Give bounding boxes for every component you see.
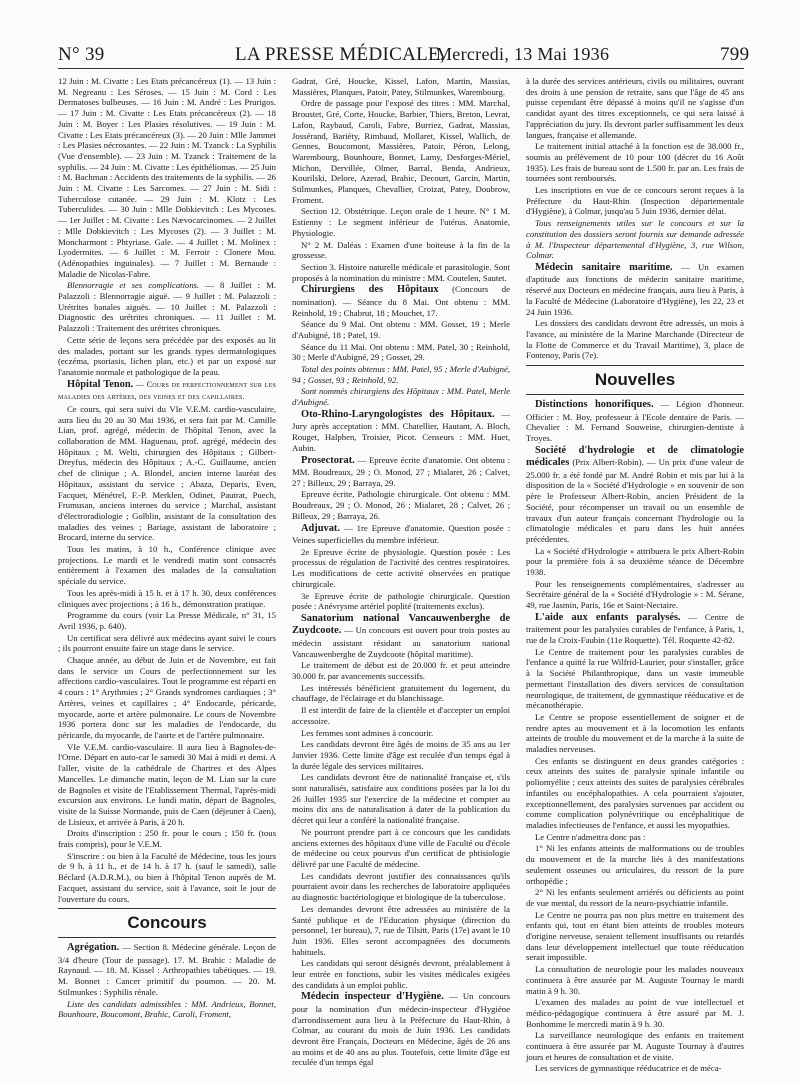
- paragraph: Liste des candidats admissibles : MM. Andrieux, Bonnet, Bounhoure, Boucomont, Brahic, Caroli, Froment,: [58, 998, 276, 1020]
- paragraph: 12 Juin : M. Civatte : Les Etats précancéreux (1). — 13 Juin : M. Negreanu : Les Séroses. — 15 Juin : M. Cord : Les Dermatoses bulbeuses. — 16 Juin : M. André : Les Prurigos. — 17 Juin : M. Civatte : Les Etats précancéreux (2). — 18 Juin : M. Boyer : Les Plasies résolutives. — 19 Juin : M. Civatte : Les Etats précancéreux (3). — 20 Juin : Mlle Jammet : Les Plasies nécrosantes. — 22 Juin : M. Tzanck : La Syphilis (Vue d'ensemble). — 23 Juin : M. Tzanck : Traitement de la syphilis. — 24 Juin : M. Civatte : Les épithéliomas. — 25 Juin : M. Bachman : Accidents des traitements de la syphilis. — 26 Juin : M. Civatte : Les Sarcomes. — 27 Juin : M. Sidi : Tuberculose cutanée. — 29 Juin : M. Klotz : Les Tuberculides. — 30 Juin : Mlle Dobkievitch : Les Mycoses. — 1er Juillet : M. Civatte : Les Nævocarcinomes. — 2 Juillet : Mlle Dobkievitch : Les Mycoses (2). — 3 Juillet : M. Moncharmont : Phtyriase. Gale. — 4 Juillet : M. Molinex : Lyodermites. — 6 Juillet : M. Ferroir : Clonere Mou. (Adénopathies inguinales). — 7 Juillet : M. Bernaude : Maladie de Nicolas-Fabre.: [58, 76, 276, 279]
- paragraph: Chaque année, au début de Juin et de Novembre, est fait dans le service un Cours de perfectionnement sur les affections cardio-vasculaires. Tout le programme est réparti en 4 cours : 1° Arythmies ; 2° Grands syndromes cardiaques ; 3° Artères, veines et capillaires ; 4° Endocarde, péricarde, myocarde, aorte et artère pulmonaire. Le cours de Novembre 1936 portera donc sur les maladies de l'endocarde, du péricarde, du myocarde, de l'aorte et de l'artère pulmonaire.: [58, 655, 276, 740]
- paragraph-text: (Concours de nomination). — Séance du 8 Mai. Ont obtenu : MM. Reinhold, 19 ; Chabrut, 18 ; Mouchet, 17.: [292, 284, 510, 318]
- paragraph-text: — Légion d'honneur. Officier : M. Boy, professeur à l'Ecole dentaire de Paris. — Chevalier : M. Fernand Souweine, chirurgien-dentiste à Troyes.: [526, 399, 744, 443]
- issue-date: Mercredi, 13 Mai 1936: [436, 44, 610, 64]
- paragraph: La « Société d'Hydrologie » attribuera le prix Albert-Robin pour la première fois à sa deuxième séance de Décembre 1938.: [526, 545, 744, 578]
- paragraph: La consultation de neurologie pour les malades nouveaux continuera à être assurée par M. Auguste Tournay le mardi matin à 9 h. 30.: [526, 964, 744, 996]
- paragraph: Cette série de leçons sera précédée par des exposés au lit des malades, portant sur les grands types dermatologiques (eczéma, psoriasis, lichen plan, etc.) et par un exposé sur l'anatomie normale et pathologique de la peau.: [58, 334, 276, 377]
- paragraph: Les candidats devront être âgés de moins de 35 ans au 1er Janvier 1936. Cette limite d'âge est reculée d'un temps égal à la durée légale des services militaires.: [292, 739, 510, 771]
- paragraph-text: — Epreuve écrite d'anatomie. Ont obtenu : MM. Boudreaux, 29 ; O. Monod, 27 ; Mialaret, 26 ; Calvet, 27 ; Billeux, 29 ; Barraya, 29.: [292, 454, 511, 488]
- paragraph: Les candidats qui seront désignés devront, préalablement à leur entrée en fonctions, subir les visites médicales exigées des candidats à un emploi public.: [292, 958, 510, 990]
- paragraph-text: — 1re Epreuve d'anatomie. Question posée : Veines superficielles du membre inférieur.: [292, 522, 511, 546]
- paragraph: Les services de gymnastique rééducatrice et de méca-: [535, 1063, 722, 1074]
- paragraph: Les demandes devront être adressées au ministère de la Santé publique et de l'Education physique (direction du personnel, 1er bureau), 7, rue de Tilsitt, Paris (17e) avant le 10 Juin 1936. Elles seront accompagnées des documents habituels.: [292, 903, 510, 957]
- paragraph: Gadrat, Gré, Houcke, Kissel, Lafon, Martin, Massias, Massières, Planques, Patoir, Patey, Stilmunkes, Warembourg.: [292, 76, 510, 97]
- paragraph: Les femmes sont admises à concourir.: [301, 727, 434, 738]
- paragraph: [526, 262, 744, 317]
- paragraph: Les dossiers des candidats devront être adressés, un mois à l'avance, au ministère de la Marine Marchande (Directeur de la Flotte de Commerce et du Travail Maritime), 3, place de Fontenoy, Paris (7e).: [526, 318, 744, 361]
- paragraph: [526, 612, 744, 646]
- paragraph: Ces enfants se distinguent en deux grandes catégories : ceux atteints des suites de paralysie spinale infantile ou poliomyélite ; ceux atteints des suites de paralysies cérébrales infantiles ou encéphalopathies. A cela pourraient s'ajouter, exceptionnellement, des paralysies survenues par accident ou comme complication polynévritique ou encéphalitique de maladies infectieuses de l'enfance, et aussi les myopathies.: [526, 755, 744, 830]
- paragraph: VIe V.E.M. cardio-vasculaire. Il aura lieu à Bagnoles-de-l'Orne. Départ en auto-car le samedi 30 Mai à midi et demi. A l'aller, visite de la cathédrale de Chartres et des Alpes Mancelles. Le dimanche matin, leçon de M. Lian sur la cure de Bagnoles et visite de l'Etablissement Thermal, l'après-midi excursion aux environs. Le lundi matin, départ de Bagnoles, visite de la Suisse Normande, puis de Caen (déjeuner à Caen), de Lisieux, et arrivée à Paris, à 20 h.: [58, 741, 276, 827]
- paragraph: Il est interdit de faire de la clientèle et d'accepter un emploi accessoire.: [292, 705, 510, 726]
- paragraph: Le Centre de traitement pour les paralysies curables de l'enfance a quitté la rue Wilfrid-Laurier, pour s'installer, grâce à la Société Philanthropique, dans un vaste immeuble permettant l'installation des divers services de consultation neurologique, de traitement, de gymnastique rééducative et de mécanothérapie.: [526, 646, 744, 711]
- paragraph: Séance du 11 Mai. Ont obtenu : MM. Patel, 30 ; Reinhold, 30 ; Merle d'Aubigné, 29 ; Gosset, 29.: [292, 341, 510, 363]
- paragraph: Section 12. Obstétrique. Leçon orale de 1 heure. N° 1 M. Estienny : Le segment inférieur de l'utérus. Anatomie, Physiologie.: [292, 206, 510, 238]
- paragraph: La surveillance neurologique des enfants en traitement continuera à être assurée par M. Auguste Tournay à d'autres jours et heures de consultation et de visite.: [526, 1030, 744, 1062]
- paragraph: N° 2 M. Daléas : Examen d'une boiteuse à la fin de la grossesse.: [292, 239, 510, 261]
- section-heading-nouvelles: Nouvelles: [526, 365, 744, 395]
- paragraph: Séance du 9 Mai. Ont obtenu : MM. Gosset, 19 ; Merle d'Aubigné, 18 ; Patel, 19.: [292, 319, 510, 340]
- paragraph: Section 3. Histoire naturelle médicale et parasitologie. Sont proposés à la nomination du ministre : MM. Coutelen, Sautet.: [292, 261, 510, 283]
- paragraph-text: — Un concours pour la nomination d'un médecin-inspecteur d'Hygiène d'arrondissement aura lieu à la Préfecture du Haut-Rhin, à Colmar, au courant du mois de Juin 1936. Les candidats devront être Français, Docteurs en Médecine, âgés de 26 ans au moins et de 40 ans au plus. Toutefois, cette limite d'âge est reculée d'un temps égal: [292, 991, 510, 1068]
- paragraph: Droits d'inscription : 250 fr. pour le cours ; 150 fr. (tous frais compris), pour le V.E.M.: [58, 828, 276, 850]
- section-title: Médecin sanitaire maritime.: [535, 261, 673, 273]
- paragraph: [292, 613, 510, 659]
- paragraph: Epreuve écrite, Pathologie chirurgicale. Ont obtenu : MM. Boudreaux, 29 ; O. Monod, 26 ; Mialaret, 28 ; Calvet, 26 ; Billeux, 29 ; Barraya, 26.: [292, 489, 510, 521]
- paragraph: Pour les renseignements complémentaires, s'adresser au Secrétaire général de la « Société d'Hydrologie » : M. Sérane, 49, rue Jasmin, Paris, 16e et Saint-Nectaire.: [526, 578, 744, 611]
- paragraph: 1° Ni les enfants atteints de malformations ou de troubles du mouvement et de la marche liés à des manifestations seulement osseuses ou articulaires, du ressort de la pure orthopédie ;: [526, 843, 744, 886]
- paragraph: [292, 991, 510, 1068]
- paragraph: [292, 284, 510, 318]
- paragraph: S'inscrire : ou bien à la Faculté de Médecine, tous les jours de 9 h. à 11 h., et de 14 h. à 17 h. (sauf le samedi), salle Béclard (A.D.R.M.), ou bien à l'hôpital Tenon auprès de M. Facquet, assistant du service, soit à l'avance, soit le jour de l'ouverture du cours.: [58, 850, 276, 904]
- paragraph: Le Centre n'admettra donc pas :: [535, 831, 646, 842]
- paragraph: Les candidats devront être de nationalité française et, s'ils sont naturalisés, satisfaire aux conditions posées par la loi du 26 Juillet 1935 sur l'exercice de la médecine et compter au moins dix ans de naturalisation à dater de la publication du décret qui leur a conféré la nationalité française.: [292, 772, 510, 826]
- paragraph-text: (Prix Albert-Robin). — Un prix d'une valeur de 25.000 fr. a été fondé par M. André Robin et mis par lui à la disposition de la « Société d'Hydrologie » en souvenir de son père le Professeur Albert-Robin, ancien Président de la Société, pour récompenser un travail ou un ensemble de travaux d'un auteur français concernant l'hydrologie ou la climatologie médicales et paru dans les huit années précédentes.: [526, 457, 744, 544]
- paragraph: [526, 445, 744, 545]
- section-title: Médecin inspecteur d'Hygiène.: [301, 991, 444, 1003]
- paragraph: Le Centre se propose essentiellement de soigner et de rendre aptes au mouvement et à la locomotion les enfants atteints de trouble du mouvement et de la marche à la suite de maladies nerveuses.: [526, 711, 744, 755]
- paragraph: Tous les matins, à 10 h., Conférence clinique avec projections. Le mardi et le vendredi matin sont consacrés entièrement à l'examen des malades de la consultation spéciale du service.: [58, 544, 276, 587]
- column-2: [292, 76, 510, 1069]
- paragraph: [292, 409, 510, 454]
- page-number: 799: [720, 44, 750, 65]
- section-title: L'aide aux enfants paralysés.: [535, 611, 681, 623]
- paragraph: 2e Epreuve écrite de physiologie. Question posée : Les processus de régulation de l'activité des centres respiratoires. Les modifications de cette activité observées en pratique chirurgicale.: [292, 546, 510, 589]
- paragraph: [58, 379, 276, 403]
- paragraph: Tous renseignements utiles sur le concours et sur la constitution des dossiers seront fournis sur demande adressée à M. l'Inspecteur départemental d'Hygiène, 3, rue Wilson, Colmar.: [526, 218, 744, 261]
- paragraph-text: — Section 8. Médecine générale. Leçon de 3/4 d'heure (Tour de passage). 17. M. Brahic : Maladie de Raynaud. — 18. M. Kissel : Arthropathies tabétiques. — 19. M. Bonnet : Cancer primitif du poumon. — 20. M. Stilmunkes : Syphilis rénale.: [58, 942, 276, 997]
- section-title: Agrégation.: [67, 942, 120, 954]
- paragraph: [292, 523, 510, 546]
- paragraph: Ce cours, qui sera suivi du VIe V.E.M. cardio-vasculaire, aura lieu du 20 au 30 Mai 1936, et sera fait par M. Camille Lian, prof. agrégé, médecin de l'hôpital Tenon, avec la collaboration de MM. Haguenau, prof. agrégé, médecin des Hôpitaux ; M. Welti, chirurgien des Hôpitaux ; Gilbert-Dreyfus, médecin des Hôpitaux ; A.-C. Guillaume, ancien chef de clinique ; A. Blondel, ancien interne lauréat des Hôpitaux, assistant du service ; Abaza, Deparis, Even, Facquet, Ménétrel, F.-P. Merklen, Odinet, Pautrat, Puech, Frumusan, anciens internes du service ; Marchal, assistant d'électroradiologie ; Golblin, assistant de la consultation des maladies des veines ; Bariage, assistant de laboratoire ; Brocard, interne du service.: [58, 403, 276, 543]
- paragraph: Un certificat sera délivré aux médecins ayant suivi le cours ; ils pourront ensuite faire un stage dans le service.: [58, 632, 276, 654]
- paragraph: Tous les après-midi à 15 h. et à 17 h. 30, deux conférences cliniques avec projections ; à 16 h., démonstration pratique.: [58, 587, 276, 609]
- paragraph: Le traitement initial attaché à la fonction est de 38.000 fr., soumis au prélèvement de 10 pour 100 (décret du 16 Août 1935). Les frais de bureau sont de 1.500 fr. par an. Les frais de tournées sont remboursés.: [526, 141, 744, 184]
- paragraph: Ordre de passage pour l'exposé des titres : MM. Marchal, Broustet, Gré, Corte, Houcke, Barbier, Thiers, Breton, Levrat, Lafon, Raybaud, Caroli, Fabre, Burriez, Gadrat, Massias, Jossérand, Bariéty, Rimbaud, Mollaret, Kissel, Wallich, de Gennes, Boucomont, Massières, Patoir, Péron, Lelong, Warembourg, Bounhoure, Bonnet, Lamy, Desforges-Mériel, Michon, Dervillée, Olmer, Barral, Benda, Andrieux, Kourilski, Delore, Azerad, Brahic, Decourt, Garcin, Martin, Stilmunkes, Planques, Chevallier, Croizat, Patey, Doubrow, Froment.: [292, 98, 510, 205]
- section-title: Hôpital Tenon.: [67, 378, 134, 390]
- section-title: Sanatorium national Vancauwenberghe de Zuydcoote.: [292, 612, 510, 637]
- paragraph-text: — 8 Juillet : M. Palazzoli : Blennorragie aiguë. — 9 Juillet : M. Palazzoli : Urétrites banales aiguës. — 10 Juillet : M. Palazzoli : Diagnostic des urétrites chroniques. — 11 Juillet : M. Palazzoli : Traitement des urétrites chroniques.: [58, 280, 276, 334]
- section-title: Adjuvat.: [301, 522, 340, 534]
- section-title: Société d'hydrologie et de climatologie médicales: [526, 444, 744, 469]
- section-title: Distinctions honorifiques.: [535, 399, 654, 411]
- column-3: [526, 76, 744, 1075]
- paragraph: Le Centre ne pourra pas non plus mettre en traitement des enfants qui, tout en étant bien atteints de troubles moteurs d'origine nerveuse, seraient tellement insuffisants ou retardés dans leur développement intellectuel que toute rééducation serait impossible.: [526, 909, 744, 963]
- header-rule: [58, 68, 744, 69]
- paragraph: Sont nommés chirurgiens des Hôpitaux : MM. Patel, Merle d'Aubigné.: [292, 386, 510, 408]
- section-title: Oto-Rhino-Laryngologistes des Hôpitaux.: [301, 408, 495, 420]
- paragraph-text: — Jury après acceptation : MM. Chatellier, Hautant, A. Bloch, Rouget, Halphen, Troisier, Picot. Censeurs : MM. Huet, Aubin.: [292, 408, 511, 453]
- issue-number: N° 39: [58, 44, 105, 65]
- section-title: Prosectorat.: [301, 454, 355, 466]
- paragraph-text: — Un concours est ouvert pour trois postes au médecin assistant résidant au sanatorium national Vancauwenberghe de Zuydcoote (hôpital maritime).: [292, 625, 510, 659]
- paragraph: [526, 399, 744, 444]
- paragraph-text: — Centre de traitement pour les paralysies curables de l'enfance, à Paris, 1, rue de la Croix-Faubin (11e Roquette). Tél. Roquette 42-82.: [526, 611, 745, 646]
- paragraph: à la durée des services antérieurs, civils ou militaires, ouvrant des droits à une pension de retraite, sans que l'âge de 45 ans puisse cependant être dépassé à moins qu'il ne s'agisse d'un candidat ayant des titres exceptionnels, ce qui sera laissé à l'appréciation du jury. Ils devront parler suffisamment les deux langues, française et allemande.: [526, 76, 744, 140]
- paragraph: Les candidats devront justifier des connaissances qu'ils pourraient avoir dans les recherches de laboratoire appliquées au diagnostic bactériologique et biologique de la tuberculose.: [292, 870, 510, 903]
- paragraph: [292, 455, 510, 489]
- paragraph: L'examen des malades au point de vue intellectuel et médico-pédagogique continuera à être assuré par M. J. Bonhomme le mercredi matin à 9 h. 30.: [526, 997, 744, 1029]
- section-title: Chirurgiens des Hôpitaux: [301, 284, 439, 296]
- journal-title: LA PRESSE MÉDICALE,: [235, 44, 445, 65]
- paragraph: 3e Epreuve écrite de pathologie chirurgicale. Question posée : Anévrysme artériel poplité (traitements exclus).: [292, 590, 510, 612]
- paragraph: 2° Ni les enfants seulement arriérés ou déficients au point de vue mental, du ressort de la neuro-psychiatrie infantile.: [526, 887, 744, 908]
- paragraph: Le traitement de début est de 20.000 fr. et peut atteindre 30.000 fr. par avancements successifs.: [292, 660, 510, 682]
- paragraph: Les intéressés bénéficient gratuitement du logement, du chauffage, de l'éclairage et du blanchissage.: [292, 682, 510, 704]
- paragraph: Total des points obtenus : MM. Patel, 95 ; Merle d'Aubigné, 94 ; Gosset, 93 ; Reinhold, 92.: [292, 364, 510, 385]
- paragraph: Programme du cours (voir La Presse Médicale, n° 31, 15 Avril 1936, p. 640).: [58, 610, 276, 631]
- section-heading-concours: Concours: [58, 908, 276, 938]
- paragraph: [58, 942, 276, 997]
- paragraph-text: — Un examen d'aptitude aux fonctions de médecin sanitaire maritime, réservé aux Docteurs en médecine français, aura lieu à Paris, à la Faculté de Médecine (Laboratoire d'Hygiène), les 22, 23 et 24 Juin 1936.: [526, 261, 745, 317]
- subheading: Blennorragie et ses complications.: [67, 280, 200, 291]
- paragraph: [58, 280, 276, 334]
- paragraph: Les inscriptions en vue de ce concours seront reçues à la Préfecture du Haut-Rhin (Inspection départementale d'Hygiène), à Colmar, jusqu'au 5 Juin 1936, dernier délai.: [526, 185, 744, 217]
- column-1: [58, 76, 276, 1021]
- section-subtitle: — Cours de perfectionnement sur les maladies des artères, des veines et des capillaires.: [58, 379, 277, 402]
- paragraph: Ne pourront prendre part à ce concours que les candidats anciens externes des hôpitaux d'une ville de Faculté ou d'école de médecine ou ceux pourvus d'un certificat de phtisiologie délivré par une Faculté de médecine.: [292, 826, 510, 869]
